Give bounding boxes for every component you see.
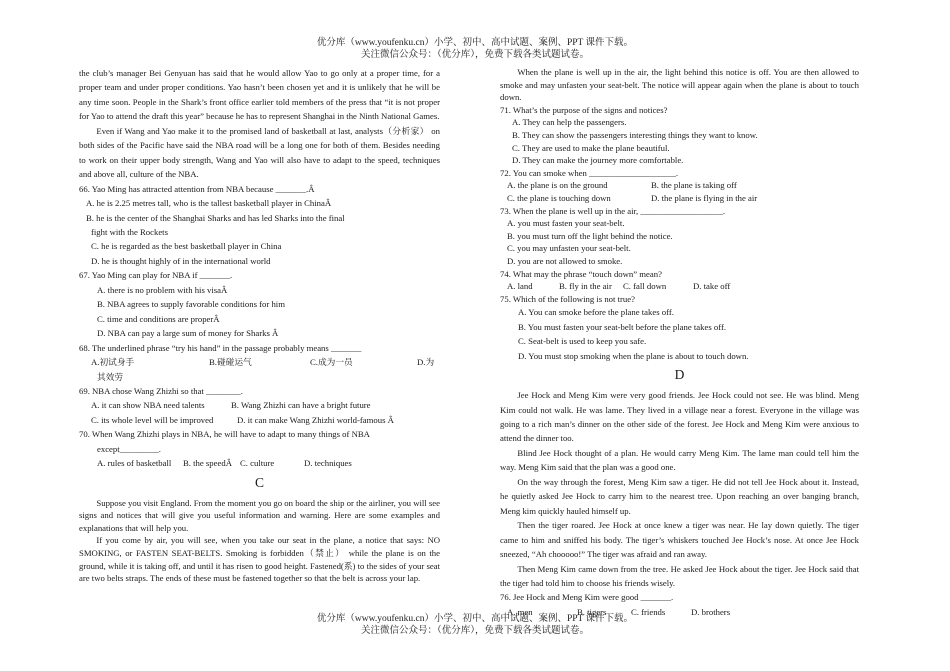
- question-75: [500, 293, 859, 306]
- question-68-options: [79, 355, 440, 369]
- passage-d-paragraph-5: Then Meng Kim came down from the tree. He asked Jee Hock about the tiger. Jee Hock said that the tiger had told him to choose his friends wisely.: [500, 563, 859, 588]
- section-c-heading: C: [254, 474, 264, 490]
- question-71-option-b: B. They can show the passengers interesting things they want to know.: [512, 129, 758, 140]
- question-71-option-c: C. They are used to make the plane beautiful.: [512, 142, 670, 153]
- question-69-option-c: C. its whole level will be improved: [91, 414, 214, 425]
- question-73-option-a: A. you must fasten your seat-belt.: [507, 218, 625, 229]
- right-column: [500, 66, 859, 619]
- question-72-options-cd: [500, 192, 859, 205]
- passage-d-paragraph-2: Blind Jee Hock thought of a plan. He would carry Meng Kim. The lame man could tell him the way. Meng Kim said that the plan was a good one.: [500, 447, 859, 473]
- question-76-stem: 76. Jee Hock and Meng Kim were good _______.: [500, 592, 674, 603]
- question-70-stem-cont: except_________.: [97, 443, 161, 454]
- question-66-option-b: B. he is the center of the Shanghai Sharks and has led Sharks into the final: [86, 212, 345, 223]
- question-76-option-b: B. tigers: [577, 606, 607, 617]
- question-69-option-d: D. it can make Wang Zhizhi world-famous Â: [237, 414, 394, 425]
- question-67-option-c: C. time and conditions are properÂ: [97, 313, 220, 324]
- page-header: [0, 37, 950, 61]
- question-68-option-d-cont: 其效劳: [97, 371, 124, 382]
- question-71-stem: 71. What’s the purpose of the signs and notices?: [500, 104, 668, 115]
- question-70-option-a: A. rules of basketball: [97, 458, 172, 469]
- question-68: [79, 341, 440, 384]
- footer-line-1: 优分库（www.youfenku.cn）小学、初中、高中试题、案例、PPT 课件下载。: [316, 614, 634, 624]
- question-67-option-d: D. NBA can pay a large sum of money for Sharks Â: [97, 328, 279, 339]
- question-73-stem: 73. When the plane is well up in the air, ___________________.: [500, 205, 726, 216]
- question-74-stem: 74. What may the phrase “touch down” mean?: [500, 268, 662, 279]
- question-73-option-c: C. you may unfasten your seat-belt.: [507, 243, 631, 254]
- question-66-option-d: D. he is thought highly of in the international world: [91, 255, 271, 266]
- question-70: [79, 427, 440, 470]
- page-footer: [0, 613, 950, 637]
- passage-c-paragraph-1: Suppose you visit England. From the moment you go on board the ship or the airliner, you will see signs and notices that will give you useful information and warning. Here are some examples and explanations that will help you.: [79, 497, 440, 533]
- header-line-1: 优分库（www.youfenku.cn）小学、初中、高中试题、案例、PPT 课件下载。: [316, 38, 634, 48]
- question-74-option-c: C. fall down: [623, 281, 667, 292]
- question-76-option-c: C. friends: [631, 606, 666, 617]
- question-74-option-b: B. fly in the air: [559, 281, 612, 292]
- question-74-option-d: D. take off: [693, 281, 731, 292]
- question-69-option-b: B. Wang Zhizhi can have a bright future: [231, 400, 371, 411]
- question-71: [500, 104, 859, 167]
- question-75-stem: 75. Which of the following is not true?: [500, 293, 635, 304]
- question-69-option-a: A. it can show NBA need talents: [91, 400, 205, 411]
- question-72-option-c: C. the plane is touching down: [507, 192, 611, 203]
- question-70-stem: 70. When Wang Zhizhi plays in NBA, he will have to adapt to many things of NBA: [79, 429, 370, 440]
- passage-d-paragraph-4: Then the tiger roared. Jee Hock at once knew a tiger was near. He lay down quietly. The tiger came to him and sniffed his body. The tiger’s whiskers touched Jee Hock’s nose. At once Jee Hock sneezed, “Ah chooooo!” The tiger was afraid and ran away.: [500, 520, 859, 560]
- question-72: [500, 167, 859, 205]
- question-68-option-b: B.碰碰运气: [209, 357, 252, 368]
- question-69-options-ab: [79, 398, 440, 412]
- question-69-stem: 69. NBA chose Wang Zhizhi so that ________.: [79, 385, 243, 396]
- question-72-option-b: B. the plane is taking off: [651, 180, 737, 191]
- question-68-stem: 68. The underlined phrase “try his hand” in the passage probably means _______: [79, 342, 362, 353]
- question-71-option-a: A. They can help the passengers.: [512, 117, 627, 128]
- question-66-stem: 66. Yao Ming has attracted attention from NBA because _______.Â: [79, 183, 315, 194]
- question-74-option-a: A. land: [507, 281, 533, 292]
- question-69-options-cd: [79, 413, 440, 427]
- footer-line-2: 关注微信公众号：（优分库），免费下载各类试题试卷。: [360, 626, 589, 636]
- passage-c-paragraph-3: When the plane is well up in the air, the light behind this notice is off. You are then allowed to smoke and may unfasten your seat-belt. The notice will appear again when the plane is about to touch down.: [500, 67, 859, 103]
- question-67: [79, 268, 440, 340]
- left-column: [79, 66, 440, 585]
- passage-c-paragraph-2: If you come by air, you will see, when you take our seat in the plane, a notice that says: NO SMOKING, or FASTEN SEAT-BELTS. Smoking is forbidden（禁止） while the plane is on the ground, while it is taking off, and until it has risen to good height. Fastened(系) to the sides of your seat are two belts straps. The ends of these must be fastened together so that the belt is across your lap.: [79, 535, 440, 584]
- question-70-option-b: B. the speedÂ: [183, 458, 232, 469]
- question-75-option-d: D. You must stop smoking when the plane is about to touch down.: [518, 350, 749, 361]
- question-72-stem: 72. You can smoke when ____________________.: [500, 167, 679, 178]
- question-66: [79, 182, 440, 269]
- question-75-option-c: C. Seat-belt is used to keep you safe.: [518, 336, 647, 347]
- header-line-2: 关注微信公众号：（优分库），免费下载各类试题试卷。: [360, 50, 589, 60]
- question-70-options: [79, 456, 440, 470]
- question-76-option-a: A. men: [507, 606, 533, 617]
- question-66-option-c: C. he is regarded as the best basketball player in China: [91, 241, 282, 252]
- question-72-option-d: D. the plane is flying in the air: [651, 192, 758, 203]
- question-69: [79, 384, 440, 427]
- question-74: [500, 268, 859, 293]
- section-d-heading: D: [674, 367, 685, 383]
- question-71-option-d: D. They can make the journey more comfortable.: [512, 155, 684, 166]
- question-70-option-c: C. culture: [240, 458, 275, 469]
- passage-d-paragraph-1: Jee Hock and Meng Kim were very good friends. Jee Hock could not see. He was blind. Meng Kim could not walk. He was lame. They lived in a village near a forest. Everyone in the village was going to a rich man’s dinner on the other side of the forest. Jee Hock and Meng Kim were anxious to attend the dinner too.: [500, 390, 859, 444]
- question-72-options-ab: [500, 179, 859, 192]
- question-75-option-a: A. You can smoke before the plane takes off.: [518, 307, 674, 318]
- question-73: [500, 205, 859, 268]
- question-68-option-a: A.初试身手: [91, 357, 135, 368]
- question-67-option-b: B. NBA agrees to supply favorable conditions for him: [97, 299, 285, 310]
- question-68-option-c: C.成为一员: [310, 357, 353, 368]
- question-73-option-b: B. you must turn off the light behind the notice.: [507, 230, 673, 241]
- question-75-options: [500, 305, 859, 363]
- question-67-option-a: A. there is no problem with his visaÂ: [97, 284, 228, 295]
- question-66-option-b-cont: fight with the Rockets: [91, 226, 168, 237]
- question-75-option-b: B. You must fasten your seat-belt before the plane takes off.: [518, 321, 727, 332]
- passage-d-paragraph-3: On the way through the forest, Meng Kim saw a tiger. He did not tell Jee Hock about it. Instead, he quietly asked Jee Hock to carry him to the nearest tree. Upon reaching an over banging branch, Meng kim quickly hauled himself up.: [500, 476, 859, 516]
- passage-b-paragraph-1: the club’s manager Bei Genyuan has said that he would allow Yao to go only at a proper time, for a proper team and under proper conditions. Yao hasn’t been chosen yet and it is unlikely that he will be any time soon. People in the Shark’s front office earlier told members of the press that “it is not proper for Yao to attend the draft this year” because he has to represent Shanghai in the Ninth National Games.: [79, 68, 440, 122]
- question-66-option-a: A. he is 2.25 metres tall, who is the tallest basketball player in ChinaÂ: [86, 198, 332, 209]
- question-70-option-d: D. techniques: [304, 458, 352, 469]
- question-67-stem: 67. Yao Ming can play for NBA if _______.: [79, 270, 233, 281]
- question-76-option-d: D. brothers: [691, 606, 731, 617]
- passage-c-continued: [500, 66, 859, 305]
- question-73-option-d: D. you are not allowed to smoke.: [507, 255, 623, 266]
- passage-b-paragraph-2: Even if Wang and Yao make it to the promised land of basketball at last, analysts（分析家） on both sides of the Pacific have said the NBA road will be a long one for both of them. Besides needing to work on their upper body strength, Wang and Yao will also have to adapt to the speed, techniques and above all, culture of the NBA.: [79, 125, 440, 180]
- question-74-options: [500, 280, 859, 293]
- question-68-option-d: D.为: [417, 357, 435, 368]
- question-72-option-a: A. the plane is on the ground: [507, 180, 608, 191]
